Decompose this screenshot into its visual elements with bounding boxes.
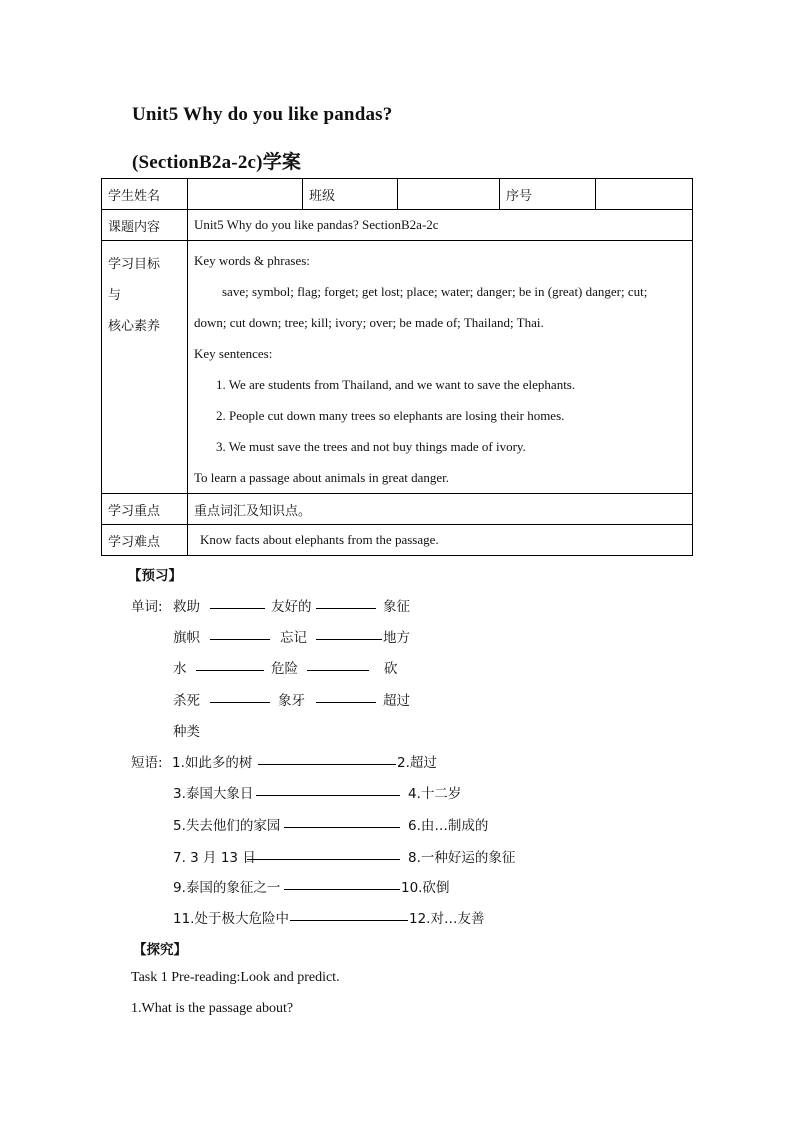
key-words-line-1: save; symbol; flag; forget; get lost; place; water; danger; be in (great) danger; cut; xyxy=(222,284,648,299)
title-line-2: (SectionB2a-2c)学案 xyxy=(132,152,302,173)
word-kind: 种类 xyxy=(173,724,200,740)
blank-flag[interactable] xyxy=(210,626,270,640)
student-name-field[interactable] xyxy=(188,179,303,210)
blank-phrase-1[interactable] xyxy=(258,751,396,765)
student-name-label: 学生姓名 xyxy=(102,179,188,210)
blank-phrase-9[interactable] xyxy=(284,876,400,890)
class-field[interactable] xyxy=(398,179,500,210)
words-label: 单词: xyxy=(131,599,163,615)
key-sentences-heading: Key sentences: xyxy=(194,346,273,361)
objectives-row xyxy=(102,241,693,494)
topic-value: Unit5 Why do you like pandas? SectionB2a-2c xyxy=(188,210,693,241)
learning-goal: To learn a passage about animals in great danger. xyxy=(194,470,450,485)
preview-heading: 【预习】 xyxy=(128,568,182,584)
difficulty-row xyxy=(102,525,693,556)
blank-kill[interactable] xyxy=(210,689,270,703)
blank-phrase-3[interactable] xyxy=(256,782,400,796)
word-ivory: 象牙 xyxy=(278,693,305,709)
topic-label: 课题内容 xyxy=(102,210,188,241)
focus-row xyxy=(102,494,693,525)
objectives-content xyxy=(188,241,693,494)
objectives-label: 学习目标 与 核心素养 xyxy=(102,241,188,494)
seat-number-label: 序号 xyxy=(500,179,596,210)
key-sentence-1: 1. We are students from Thailand, and we want to save the elephants. xyxy=(216,377,576,392)
phrase-9: 9.泰国的象征之一 xyxy=(173,880,281,896)
difficulty-value: Know facts about elephants from the passage. xyxy=(188,525,693,556)
word-over: 超过 xyxy=(383,693,410,709)
key-sentence-3: 3. We must save the trees and not buy things made of ivory. xyxy=(216,439,526,454)
question-1: 1.What is the passage about? xyxy=(131,1001,294,1016)
word-flag: 旗帜 xyxy=(173,630,200,646)
phrase-5: 5.失去他们的家园 xyxy=(173,818,281,834)
title-line-1: Unit5 Why do you like pandas? xyxy=(132,104,393,125)
key-sentence-2: 2. People cut down many trees so elephants are losing their homes. xyxy=(216,408,565,423)
blank-phrase-7[interactable] xyxy=(247,846,400,860)
word-water: 水 xyxy=(173,661,187,677)
blank-forget[interactable] xyxy=(316,626,382,640)
key-words-heading: Key words & phrases: xyxy=(194,253,310,268)
explore-heading: 【探究】 xyxy=(133,942,187,958)
phrase-8: 8.一种好运的象征 xyxy=(408,850,516,866)
key-words-line-2: down; cut down; tree; kill; ivory; over; be made of; Thailand; Thai. xyxy=(194,315,544,330)
seat-number-field[interactable] xyxy=(596,179,693,210)
word-kill: 杀死 xyxy=(173,693,200,709)
phrase-4: 4.十二岁 xyxy=(408,786,462,802)
blank-phrase-5[interactable] xyxy=(284,814,400,828)
blank-ivory[interactable] xyxy=(316,689,376,703)
blank-danger[interactable] xyxy=(307,657,369,671)
word-danger: 危险 xyxy=(271,661,298,677)
phrase-1: 1.如此多的树 xyxy=(172,755,253,771)
focus-label: 学习重点 xyxy=(102,494,188,525)
word-friendly: 友好的 xyxy=(271,599,312,615)
word-rescue: 救助 xyxy=(173,599,200,615)
phrases-label: 短语: xyxy=(131,755,163,771)
word-cut: 砍 xyxy=(384,661,398,677)
class-label: 班级 xyxy=(303,179,398,210)
phrase-11: 11.处于极大危险中 xyxy=(173,911,289,927)
phrase-12: 12.对…友善 xyxy=(409,911,485,927)
task-1-title: Task 1 Pre-reading:Look and predict. xyxy=(131,970,340,985)
blank-phrase-11[interactable] xyxy=(290,907,408,921)
word-symbol: 象征 xyxy=(383,599,410,615)
focus-value: 重点词汇及知识点。 xyxy=(188,494,693,525)
phrase-6: 6.由…制成的 xyxy=(408,818,489,834)
blank-water[interactable] xyxy=(196,657,264,671)
topic-row xyxy=(102,210,693,241)
blank-friendly[interactable] xyxy=(316,595,376,609)
phrase-7: 7. 3 月 13 日 xyxy=(173,850,256,866)
phrase-10: 10.砍倒 xyxy=(401,880,450,896)
blank-rescue[interactable] xyxy=(210,595,265,609)
phrase-2: 2.超过 xyxy=(397,755,437,771)
student-info-row xyxy=(102,179,693,210)
word-forget: 忘记 xyxy=(280,630,307,646)
phrase-3: 3.泰国大象日 xyxy=(173,786,254,802)
difficulty-label: 学习难点 xyxy=(102,525,188,556)
lesson-info-table xyxy=(101,178,693,556)
word-place: 地方 xyxy=(383,630,410,646)
